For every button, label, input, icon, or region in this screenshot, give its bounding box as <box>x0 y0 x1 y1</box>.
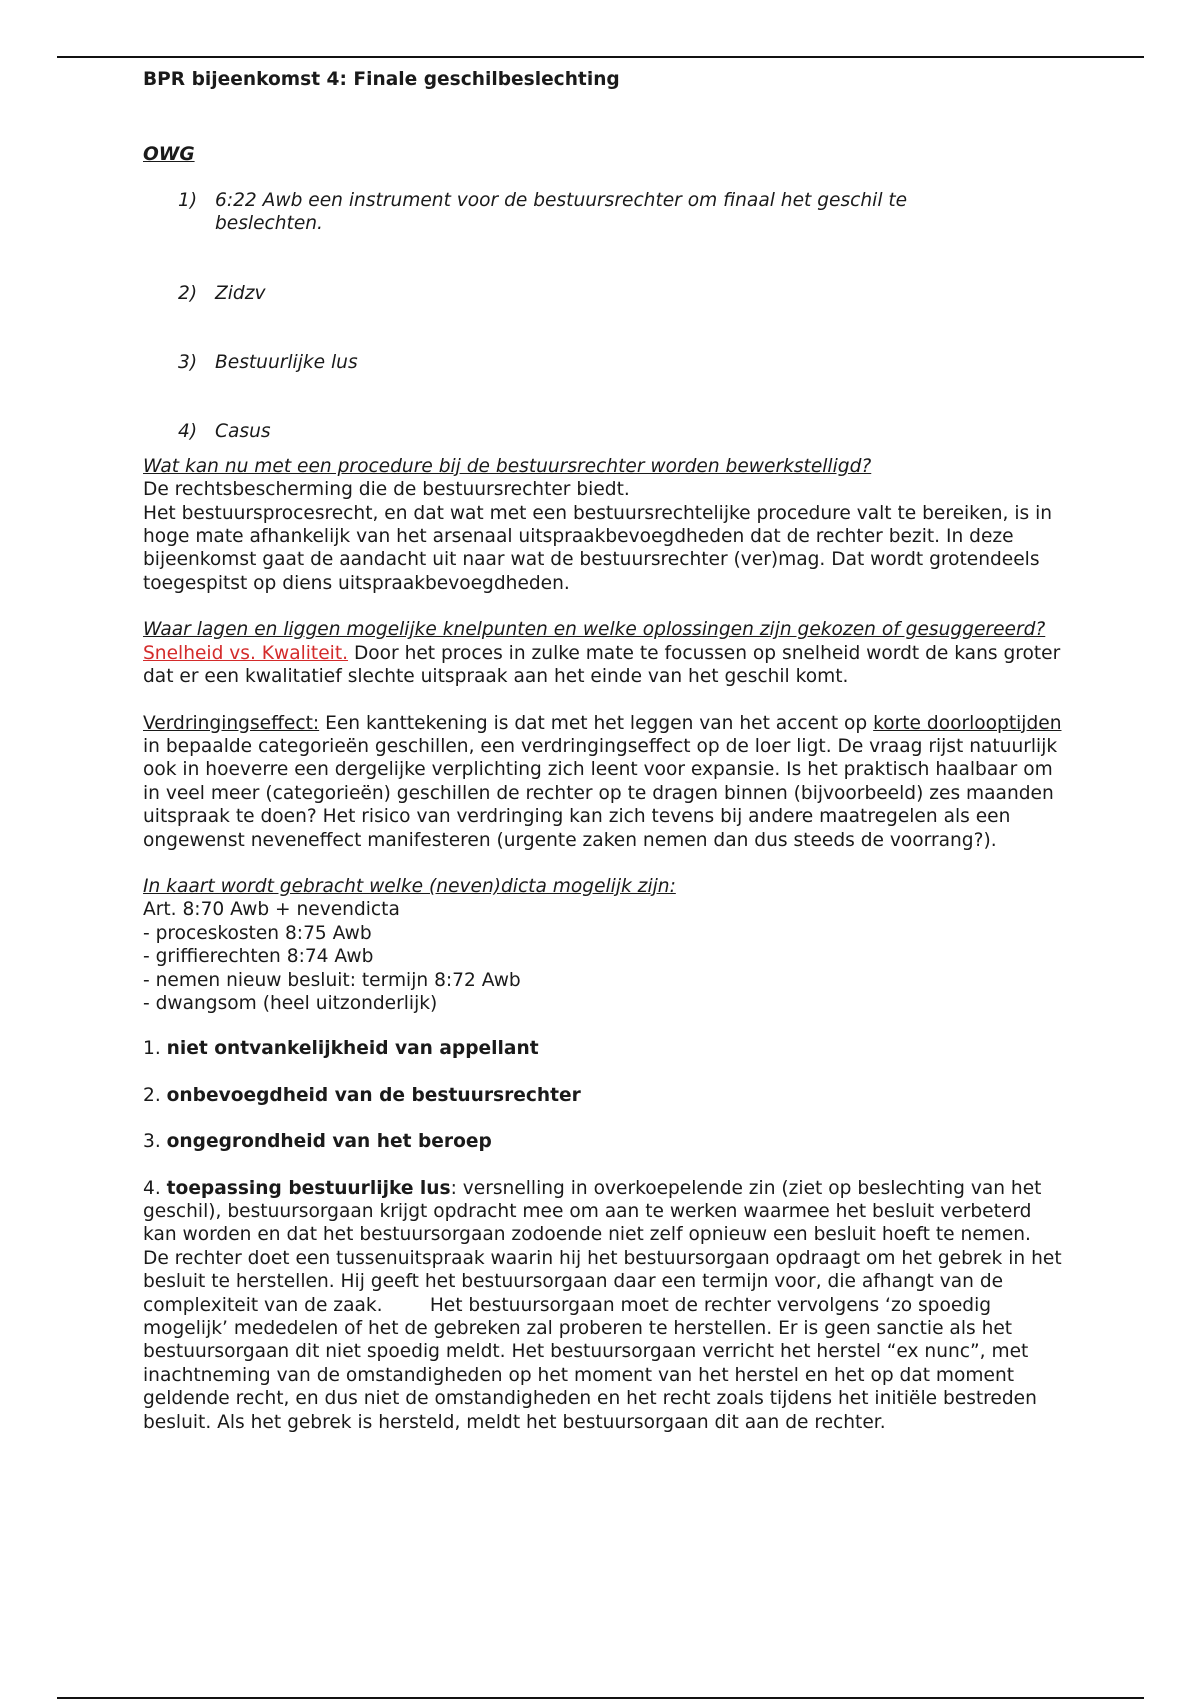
numbered-item-3: 3. ongegrondheid van het beroep <box>143 1131 492 1153</box>
list-item: - proceskosten 8:75 Awb <box>143 922 372 944</box>
numbered-item-2: 2. onbevoegdheid van de bestuursrechter <box>143 1084 581 1106</box>
section2-question: Waar lagen en liggen mogelijke knelpunten en welke oplossingen zijn gekozen of gesuggereerd? <box>143 619 1046 641</box>
numbered-item-1: 1. niet ontvankelijkheid van appellant <box>143 1038 539 1060</box>
section1-question: Wat kan nu met een procedure bij de bestuursrechter worden bewerkstelligd? <box>143 455 872 477</box>
dicta-list <box>143 898 1063 1015</box>
top-rule <box>57 56 1144 58</box>
verdringingseffect-label: Verdringingseffect: <box>143 712 320 734</box>
list-item: 2) Zidzv <box>178 282 266 304</box>
list-item: - griffierechten 8:74 Awb <box>143 946 374 968</box>
list-item: - dwangsom (heel uitzonderlijk) <box>143 992 438 1014</box>
list-item: Art. 8:70 Awb + nevendicta <box>143 899 400 921</box>
bottom-rule <box>57 1697 1144 1699</box>
list-item: 4) Casus <box>178 421 271 443</box>
section2-paragraph: Snelheid vs. Kwaliteit. Door het proces in zulke mate te focussen op snelheid wordt de kans groter dat er een kwalitatief slechte uitspraak aan het einde van het geschil komt. <box>143 642 1061 688</box>
owg-heading: OWG <box>143 144 195 166</box>
section4-question: In kaart wordt gebracht welke (neven)dicta mogelijk zijn: <box>143 875 676 897</box>
section1-paragraph: Het bestuursprocesrecht, en dat wat met een bestuursrechtelijke procedure valt te bereiken, is in hoge mate afhankelijk van het arsenaal uitspraakbevoegdheden dat de rechter bezit. In deze bijeenkomst gaat de aandacht uit naar wat de bestuursrechter (ver)mag. Dat wordt grotendeels toegespitst op diens uitspraakbevoegdheden. <box>143 502 1053 594</box>
closing-paragraph: De rechter doet een tussenuitspraak waarin hij het bestuursorgaan opdraagt om het gebrek in het besluit te herstellen. Hij geeft het bestuursorgaan daar een termijn voor, die afhangt van de complexiteit van de zaak. Het bestuursorgaan moet de rechter vervolgens ‘zo spoedig mogelijk’ mededelen of het de gebreken zal proberen te herstellen. Er is geen sanctie als het bestuursorgaan dit niet spoedig meldt. Het bestuursorgaan verricht het herstel “ex nunc”, met inachtneming van de omstandigheden op het moment van het herstel en het op dat moment geldende recht, en dus niet de omstandigheden en het recht zoals tijdens het initiële bestreden besluit. Als het gebrek is hersteld, meldt het bestuursorgaan dit aan de rechter. <box>143 1247 1068 1433</box>
numbered-item-4: 4. toepassing bestuurlijke lus: versnelling in overkoepelende zin (ziet op beslechting van het geschil), bestuursorgaan krijgt opdracht mee om aan te werken waarmee het besluit verbeterd kan worden en dat het bestuursorgaan zodoende niet zelf opnieuw een besluit hoeft te nemen. <box>143 1177 1042 1246</box>
speed-quality-label: Snelheid vs. Kwaliteit. <box>143 642 349 664</box>
document-title: BPR bijeenkomst 4: Finale geschilbeslechting <box>143 69 620 90</box>
section3-paragraph: Verdringingseffect: Een kanttekening is dat met het leggen van het accent op korte doorlooptijden in bepaalde categorieën geschillen, een verdringingseffect op de loer ligt. De vraag rijst natuurlijk ook in hoeverre een dergelijke verplichting zich leent voor expansie. Is het praktisch haalbaar om in veel meer (categorieën) geschillen de rechter op te dragen binnen (bijvoorbeeld) zes maanden uitspraak te doen? Het risico van verdringing kan zich tevens bij andere maatregelen als een ongewenst neveneffect manifesteren (urgente zaken nemen dan dus steeds de voorrang?). <box>143 712 1062 851</box>
section1-line: De rechtsbescherming die de bestuursrechter biedt. <box>143 479 630 501</box>
list-item: 1) 6:22 Awb een instrument voor de bestuursrechter om finaal het geschil te beslechten. <box>178 189 908 235</box>
owg-list <box>143 189 1063 444</box>
list-item: 3) Bestuurlijke lus <box>178 352 358 374</box>
list-item: - nemen nieuw besluit: termijn 8:72 Awb <box>143 969 521 991</box>
document-page <box>143 68 1068 1434</box>
